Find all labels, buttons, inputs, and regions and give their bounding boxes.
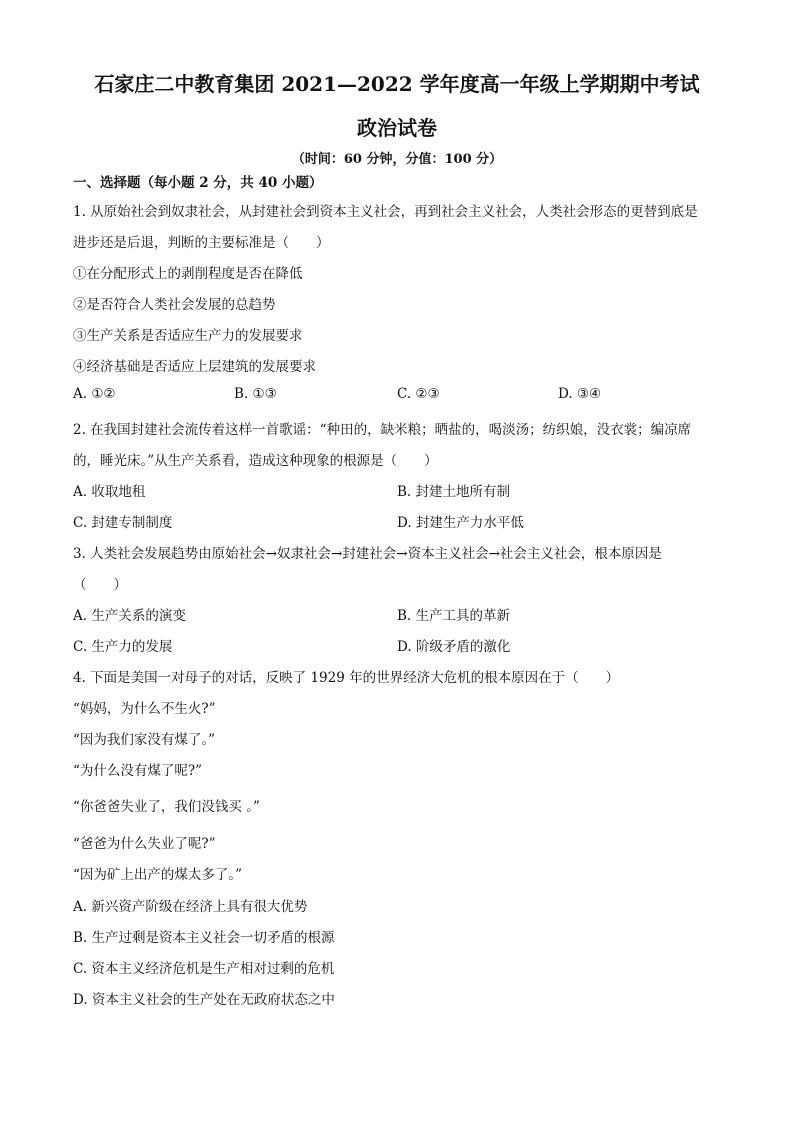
question-3-option-c: C. 生产力的发展 — [73, 639, 173, 655]
question-2-option-d: D. 封建生产力水平低 — [397, 515, 524, 531]
question-1-option-c: C. ②③ — [397, 386, 440, 402]
question-4-dialogue-line: “因为我们家没有煤了。” — [73, 732, 216, 748]
exam-info: （时间：60 分钟，分值：100 分） — [291, 152, 503, 167]
question-2-option-a: A. 收取地租 — [73, 484, 146, 500]
question-1-option-b: B. ①③ — [234, 386, 277, 402]
question-4-option-d: D. 资本主义社会的生产处在无政府状态之中 — [73, 992, 335, 1008]
question-4-dialogue-line: “爸爸为什么失业了呢?” — [73, 836, 216, 852]
question-1-item-2: ②是否符合人类社会发展的总趋势 — [73, 297, 276, 313]
question-3-option-b: B. 生产工具的革新 — [397, 608, 511, 624]
section-heading: 一、选择题（每小题 2 分，共 40 小题） — [73, 175, 323, 191]
exam-title-line1: 石家庄二中教育集团 2021—2022 学年度高一年级上学期期中考试 — [94, 72, 700, 96]
question-1-item-3: ③生产关系是否适应生产力的发展要求 — [73, 328, 303, 344]
question-3-option-d: D. 阶级矛盾的激化 — [397, 639, 511, 655]
question-2-option-c: C. 封建专制制度 — [73, 515, 173, 531]
question-4-dialogue-line: “你爸爸失业了，我们没钱买 。” — [73, 799, 260, 815]
question-4-dialogue-line: “为什么没有煤了呢?” — [73, 763, 203, 779]
question-1-option-a: A. ①② — [73, 386, 116, 402]
question-2-option-b: B. 封建土地所有制 — [397, 484, 511, 500]
question-3-option-a: A. 生产关系的演变 — [73, 608, 186, 624]
question-4-option-a: A. 新兴资产阶级在经济上具有很大优势 — [73, 899, 308, 915]
question-4-dialogue-line: “因为矿上出产的煤太多了。” — [73, 867, 243, 883]
question-3-stem-line2: （ ） — [73, 577, 127, 593]
question-3-stem-line1: 3. 人类社会发展趋势由原始社会→奴隶社会→封建社会→资本主义社会→社会主义社会，根本原因是 — [73, 546, 662, 562]
question-2-stem-line2: 的，睡光床。”从生产关系看，造成这种现象的根源是（ ） — [73, 453, 438, 469]
question-1-item-1: ①在分配形式上的剥削程度是否在降低 — [73, 266, 303, 282]
question-4-option-b: B. 生产过剩是资本主义社会一切矛盾的根源 — [73, 930, 335, 946]
question-1-stem-line2: 进步还是后退，判断的主要标准是（ ） — [73, 235, 330, 251]
question-1-item-4: ④经济基础是否适应上层建筑的发展要求 — [73, 359, 316, 375]
question-1-stem-line1: 1. 从原始社会到奴隶社会，从封建社会到资本主义社会，再到社会主义社会，人类社会形态的更替到底是 — [73, 204, 698, 220]
exam-title-line2: 政治试卷 — [357, 116, 437, 140]
question-4-stem: 4. 下面是美国一对母子的对话，反映了 1929 年的世界经济大危机的根本原因在于（ ） — [73, 670, 620, 686]
question-2-stem-line1: 2. 在我国封建社会流传着这样一首歌谣：“种田的，缺米粮；晒盐的，喝淡汤；纺织娘，没衣裳；编凉席 — [73, 422, 692, 438]
question-4-option-c: C. 资本主义经济危机是生产相对过剩的危机 — [73, 961, 335, 977]
question-4-dialogue-line: “妈妈，为什么不生火?” — [73, 701, 216, 717]
question-1-option-d: D. ③④ — [558, 386, 602, 402]
